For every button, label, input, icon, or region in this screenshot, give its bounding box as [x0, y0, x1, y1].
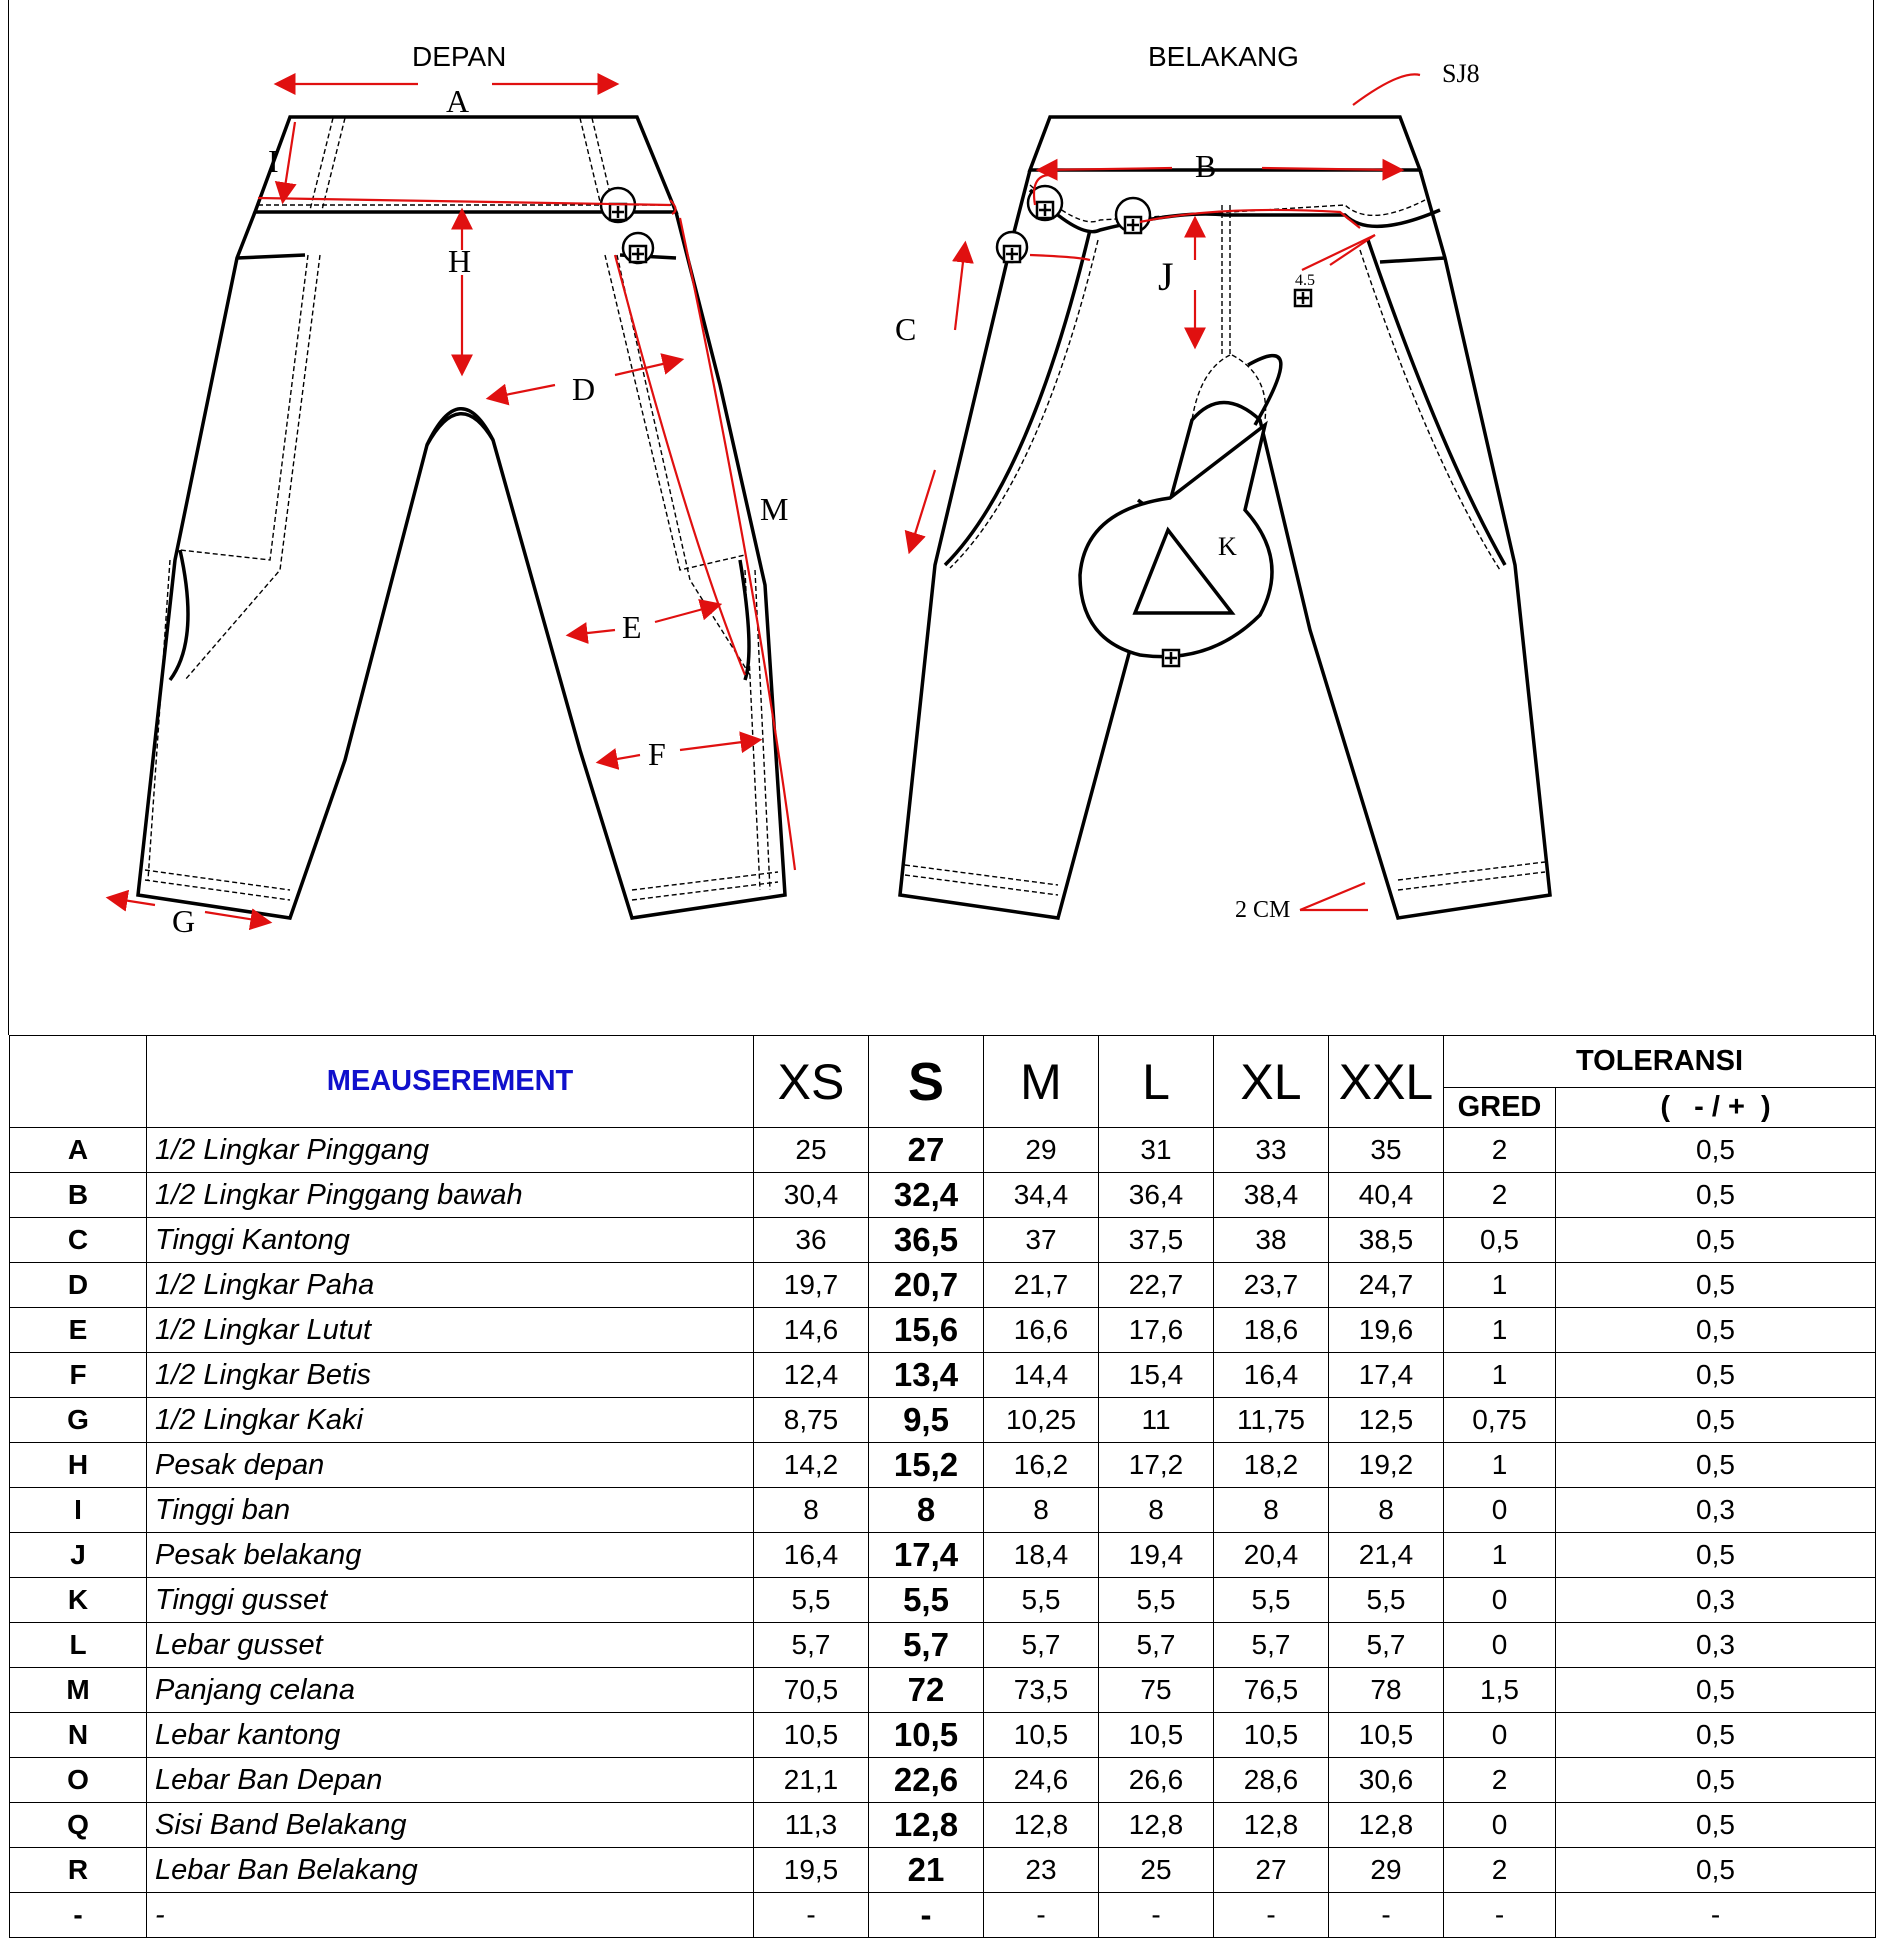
header-size-s: S: [869, 1036, 984, 1128]
header-code: [10, 1036, 147, 1128]
value-size-l: 10,5: [1099, 1713, 1214, 1758]
value-size-xs: 10,5: [754, 1713, 869, 1758]
value-size-xs: 8: [754, 1488, 869, 1533]
row-tolerance: 0,5: [1556, 1218, 1876, 1263]
value-size-xl: 18,2: [1214, 1443, 1329, 1488]
value-size-xl: -: [1214, 1893, 1329, 1938]
table-row: [10, 1893, 1876, 1938]
back-labels: [895, 41, 1480, 923]
value-size-l: 17,2: [1099, 1443, 1214, 1488]
row-gred: 0: [1444, 1803, 1556, 1848]
value-size-xxl: -: [1329, 1893, 1444, 1938]
value-size-m: 21,7: [984, 1263, 1099, 1308]
value-size-l: 37,5: [1099, 1218, 1214, 1263]
value-size-s: 17,4: [869, 1533, 984, 1578]
value-size-s: 36,5: [869, 1218, 984, 1263]
table-row: [10, 1443, 1876, 1488]
row-description: Lebar Ban Belakang: [147, 1848, 754, 1893]
value-size-m: 12,8: [984, 1803, 1099, 1848]
table-row: [10, 1578, 1876, 1623]
back-measure-lines: [910, 74, 1420, 910]
value-size-xxl: 35: [1329, 1128, 1444, 1173]
value-size-xxl: 38,5: [1329, 1218, 1444, 1263]
value-size-xs: 5,7: [754, 1623, 869, 1668]
row-gred: 2: [1444, 1758, 1556, 1803]
value-size-l: 75: [1099, 1668, 1214, 1713]
row-description: Panjang celana: [147, 1668, 754, 1713]
value-size-xl: 27: [1214, 1848, 1329, 1893]
table-row: [10, 1758, 1876, 1803]
value-size-l: 11: [1099, 1398, 1214, 1443]
value-size-m: 16,2: [984, 1443, 1099, 1488]
value-size-m: 24,6: [984, 1758, 1099, 1803]
row-description: Lebar kantong: [147, 1713, 754, 1758]
value-size-xxl: 5,5: [1329, 1578, 1444, 1623]
header-toleransi: TOLERANSI: [1444, 1036, 1876, 1088]
value-size-l: 12,8: [1099, 1803, 1214, 1848]
value-size-m: 23: [984, 1848, 1099, 1893]
value-size-xxl: 8: [1329, 1488, 1444, 1533]
header-size-xxl: XXL: [1329, 1036, 1444, 1128]
value-size-m: 29: [984, 1128, 1099, 1173]
label-F: F: [648, 736, 666, 772]
value-size-xl: 5,7: [1214, 1623, 1329, 1668]
row-tolerance: 0,5: [1556, 1128, 1876, 1173]
row-tolerance: 0,5: [1556, 1533, 1876, 1578]
value-size-m: 10,5: [984, 1713, 1099, 1758]
label-E: E: [622, 609, 642, 645]
value-size-xxl: 78: [1329, 1668, 1444, 1713]
table-row: [10, 1398, 1876, 1443]
table-body: [10, 1128, 1876, 1938]
value-size-xxl: 30,6: [1329, 1758, 1444, 1803]
value-size-l: 36,4: [1099, 1173, 1214, 1218]
value-size-xl: 20,4: [1214, 1533, 1329, 1578]
value-size-xl: 11,75: [1214, 1398, 1329, 1443]
value-size-xs: 16,4: [754, 1533, 869, 1578]
value-size-xl: 33: [1214, 1128, 1329, 1173]
value-size-xl: 38,4: [1214, 1173, 1329, 1218]
value-size-xxl: 12,5: [1329, 1398, 1444, 1443]
value-size-xl: 5,5: [1214, 1578, 1329, 1623]
row-gred: -: [1444, 1893, 1556, 1938]
value-size-xxl: 21,4: [1329, 1533, 1444, 1578]
row-tolerance: 0,5: [1556, 1713, 1876, 1758]
value-size-m: 8: [984, 1488, 1099, 1533]
row-code: -: [10, 1893, 147, 1938]
value-size-xxl: 12,8: [1329, 1803, 1444, 1848]
row-tolerance: 0,5: [1556, 1308, 1876, 1353]
value-size-xxl: 10,5: [1329, 1713, 1444, 1758]
table-row: [10, 1803, 1876, 1848]
value-size-l: 8: [1099, 1488, 1214, 1533]
value-size-xs: 70,5: [754, 1668, 869, 1713]
value-size-xxl: 29: [1329, 1848, 1444, 1893]
header-size-m: M: [984, 1036, 1099, 1128]
value-size-l: 5,7: [1099, 1623, 1214, 1668]
header-size-l: L: [1099, 1036, 1214, 1128]
value-size-xl: 18,6: [1214, 1308, 1329, 1353]
value-size-l: 26,6: [1099, 1758, 1214, 1803]
row-description: Tinggi gusset: [147, 1578, 754, 1623]
label-B: B: [1195, 148, 1217, 184]
row-code: C: [10, 1218, 147, 1263]
value-size-xl: 12,8: [1214, 1803, 1329, 1848]
row-gred: 0: [1444, 1623, 1556, 1668]
row-code: N: [10, 1713, 147, 1758]
header-gred: GRED: [1444, 1088, 1556, 1128]
row-code: G: [10, 1398, 147, 1443]
value-size-xs: 12,4: [754, 1353, 869, 1398]
row-description: 1/2 Lingkar Pinggang bawah: [147, 1173, 754, 1218]
value-size-l: 25: [1099, 1848, 1214, 1893]
row-gred: 2: [1444, 1848, 1556, 1893]
row-description: Tinggi ban: [147, 1488, 754, 1533]
value-size-m: 14,4: [984, 1353, 1099, 1398]
value-size-xs: 36: [754, 1218, 869, 1263]
value-size-xs: -: [754, 1893, 869, 1938]
row-code: J: [10, 1533, 147, 1578]
value-size-xs: 14,2: [754, 1443, 869, 1488]
value-size-l: 22,7: [1099, 1263, 1214, 1308]
row-tolerance: 0,5: [1556, 1443, 1876, 1488]
value-size-xl: 76,5: [1214, 1668, 1329, 1713]
row-code: B: [10, 1173, 147, 1218]
value-size-xs: 5,5: [754, 1578, 869, 1623]
table-row: [10, 1848, 1876, 1893]
label-K: K: [1218, 532, 1237, 561]
value-size-xs: 11,3: [754, 1803, 869, 1848]
row-tolerance: 0,5: [1556, 1803, 1876, 1848]
row-description: Pesak depan: [147, 1443, 754, 1488]
value-size-m: 37: [984, 1218, 1099, 1263]
row-gred: 2: [1444, 1173, 1556, 1218]
row-description: Tinggi Kantong: [147, 1218, 754, 1263]
value-size-m: 16,6: [984, 1308, 1099, 1353]
header-tol: ( - / + ): [1556, 1088, 1876, 1128]
value-size-l: 5,5: [1099, 1578, 1214, 1623]
header-size-xs: XS: [754, 1036, 869, 1128]
value-size-xl: 38: [1214, 1218, 1329, 1263]
row-code: Q: [10, 1803, 147, 1848]
table-row: [10, 1263, 1876, 1308]
value-size-xl: 10,5: [1214, 1713, 1329, 1758]
measurement-table: [9, 1035, 1876, 1938]
table-row: [10, 1533, 1876, 1578]
front-title: DEPAN: [412, 41, 507, 72]
row-code: R: [10, 1848, 147, 1893]
table-row: [10, 1713, 1876, 1758]
row-gred: 1,5: [1444, 1668, 1556, 1713]
label-G: G: [172, 903, 196, 939]
row-description: Pesak belakang: [147, 1533, 754, 1578]
value-size-xs: 8,75: [754, 1398, 869, 1443]
row-code: H: [10, 1443, 147, 1488]
row-description: 1/2 Lingkar Lutut: [147, 1308, 754, 1353]
value-size-m: -: [984, 1893, 1099, 1938]
label-J: J: [1158, 254, 1174, 299]
value-size-s: -: [869, 1893, 984, 1938]
note-2cm: 2 CM: [1235, 897, 1291, 923]
row-gred: 0: [1444, 1713, 1556, 1758]
value-size-s: 15,6: [869, 1308, 984, 1353]
value-size-m: 18,4: [984, 1533, 1099, 1578]
table-row: [10, 1488, 1876, 1533]
value-size-l: 15,4: [1099, 1353, 1214, 1398]
value-size-l: 31: [1099, 1128, 1214, 1173]
row-tolerance: 0,5: [1556, 1398, 1876, 1443]
value-size-s: 10,5: [869, 1713, 984, 1758]
row-description: 1/2 Lingkar Paha: [147, 1263, 754, 1308]
value-size-s: 12,8: [869, 1803, 984, 1848]
value-size-xs: 19,5: [754, 1848, 869, 1893]
value-size-s: 20,7: [869, 1263, 984, 1308]
row-gred: 1: [1444, 1263, 1556, 1308]
row-tolerance: 0,5: [1556, 1353, 1876, 1398]
label-A: A: [446, 83, 470, 119]
back-title: BELAKANG: [1148, 41, 1299, 72]
label-D: D: [572, 371, 596, 407]
value-size-xxl: 17,4: [1329, 1353, 1444, 1398]
value-size-xs: 14,6: [754, 1308, 869, 1353]
value-size-m: 73,5: [984, 1668, 1099, 1713]
value-size-xl: 16,4: [1214, 1353, 1329, 1398]
row-tolerance: 0,5: [1556, 1263, 1876, 1308]
label-M: M: [760, 491, 789, 527]
value-size-s: 72: [869, 1668, 984, 1713]
row-code: F: [10, 1353, 147, 1398]
header-measurement: MEAUSEREMENT: [147, 1036, 754, 1128]
value-size-l: -: [1099, 1893, 1214, 1938]
row-code: K: [10, 1578, 147, 1623]
value-size-xxl: 24,7: [1329, 1263, 1444, 1308]
row-description: 1/2 Lingkar Pinggang: [147, 1128, 754, 1173]
value-size-xs: 19,7: [754, 1263, 869, 1308]
row-tolerance: 0,5: [1556, 1173, 1876, 1218]
value-size-l: 19,4: [1099, 1533, 1214, 1578]
value-size-xxl: 19,2: [1329, 1443, 1444, 1488]
row-code: L: [10, 1623, 147, 1668]
value-size-m: 34,4: [984, 1173, 1099, 1218]
header-size-xl: XL: [1214, 1036, 1329, 1128]
value-size-s: 21: [869, 1848, 984, 1893]
value-size-xxl: 19,6: [1329, 1308, 1444, 1353]
row-tolerance: -: [1556, 1893, 1876, 1938]
note-4-5: 4.5: [1295, 272, 1315, 289]
value-size-s: 27: [869, 1128, 984, 1173]
label-C: C: [895, 311, 917, 347]
value-size-s: 22,6: [869, 1758, 984, 1803]
row-tolerance: 0,3: [1556, 1488, 1876, 1533]
value-size-xl: 23,7: [1214, 1263, 1329, 1308]
row-tolerance: 0,5: [1556, 1848, 1876, 1893]
table-row: [10, 1623, 1876, 1668]
value-size-xs: 25: [754, 1128, 869, 1173]
row-tolerance: 0,5: [1556, 1668, 1876, 1713]
style-code: SJ8: [1442, 59, 1480, 88]
row-description: 1/2 Lingkar Kaki: [147, 1398, 754, 1443]
table-row: [10, 1128, 1876, 1173]
row-gred: 1: [1444, 1533, 1556, 1578]
row-code: I: [10, 1488, 147, 1533]
label-H: H: [448, 243, 472, 279]
gusset-callout: [1080, 425, 1272, 657]
table-row: [10, 1308, 1876, 1353]
row-gred: 1: [1444, 1443, 1556, 1488]
value-size-s: 5,7: [869, 1623, 984, 1668]
value-size-s: 15,2: [869, 1443, 984, 1488]
row-gred: 0,5: [1444, 1218, 1556, 1263]
row-code: A: [10, 1128, 147, 1173]
value-size-xxl: 5,7: [1329, 1623, 1444, 1668]
table-row: [10, 1218, 1876, 1263]
value-size-m: 5,5: [984, 1578, 1099, 1623]
row-description: Lebar gusset: [147, 1623, 754, 1668]
table-row: [10, 1173, 1876, 1218]
value-size-xs: 30,4: [754, 1173, 869, 1218]
value-size-xxl: 40,4: [1329, 1173, 1444, 1218]
value-size-xl: 28,6: [1214, 1758, 1329, 1803]
value-size-s: 5,5: [869, 1578, 984, 1623]
table-row: [10, 1668, 1876, 1713]
row-gred: 0: [1444, 1488, 1556, 1533]
row-code: D: [10, 1263, 147, 1308]
row-tolerance: 0,3: [1556, 1623, 1876, 1668]
row-gred: 0: [1444, 1578, 1556, 1623]
row-description: -: [147, 1893, 754, 1938]
row-description: Sisi Band Belakang: [147, 1803, 754, 1848]
row-code: O: [10, 1758, 147, 1803]
row-gred: 2: [1444, 1128, 1556, 1173]
row-code: M: [10, 1668, 147, 1713]
row-code: E: [10, 1308, 147, 1353]
value-size-s: 9,5: [869, 1398, 984, 1443]
value-size-m: 10,25: [984, 1398, 1099, 1443]
value-size-m: 5,7: [984, 1623, 1099, 1668]
value-size-s: 13,4: [869, 1353, 984, 1398]
row-description: 1/2 Lingkar Betis: [147, 1353, 754, 1398]
label-I: I: [268, 143, 279, 179]
value-size-l: 17,6: [1099, 1308, 1214, 1353]
row-gred: 1: [1444, 1308, 1556, 1353]
row-description: Lebar Ban Depan: [147, 1758, 754, 1803]
row-tolerance: 0,3: [1556, 1578, 1876, 1623]
row-tolerance: 0,5: [1556, 1758, 1876, 1803]
value-size-xl: 8: [1214, 1488, 1329, 1533]
row-gred: 1: [1444, 1353, 1556, 1398]
value-size-xs: 21,1: [754, 1758, 869, 1803]
value-size-s: 32,4: [869, 1173, 984, 1218]
value-size-s: 8: [869, 1488, 984, 1533]
row-gred: 0,75: [1444, 1398, 1556, 1443]
table-row: [10, 1353, 1876, 1398]
